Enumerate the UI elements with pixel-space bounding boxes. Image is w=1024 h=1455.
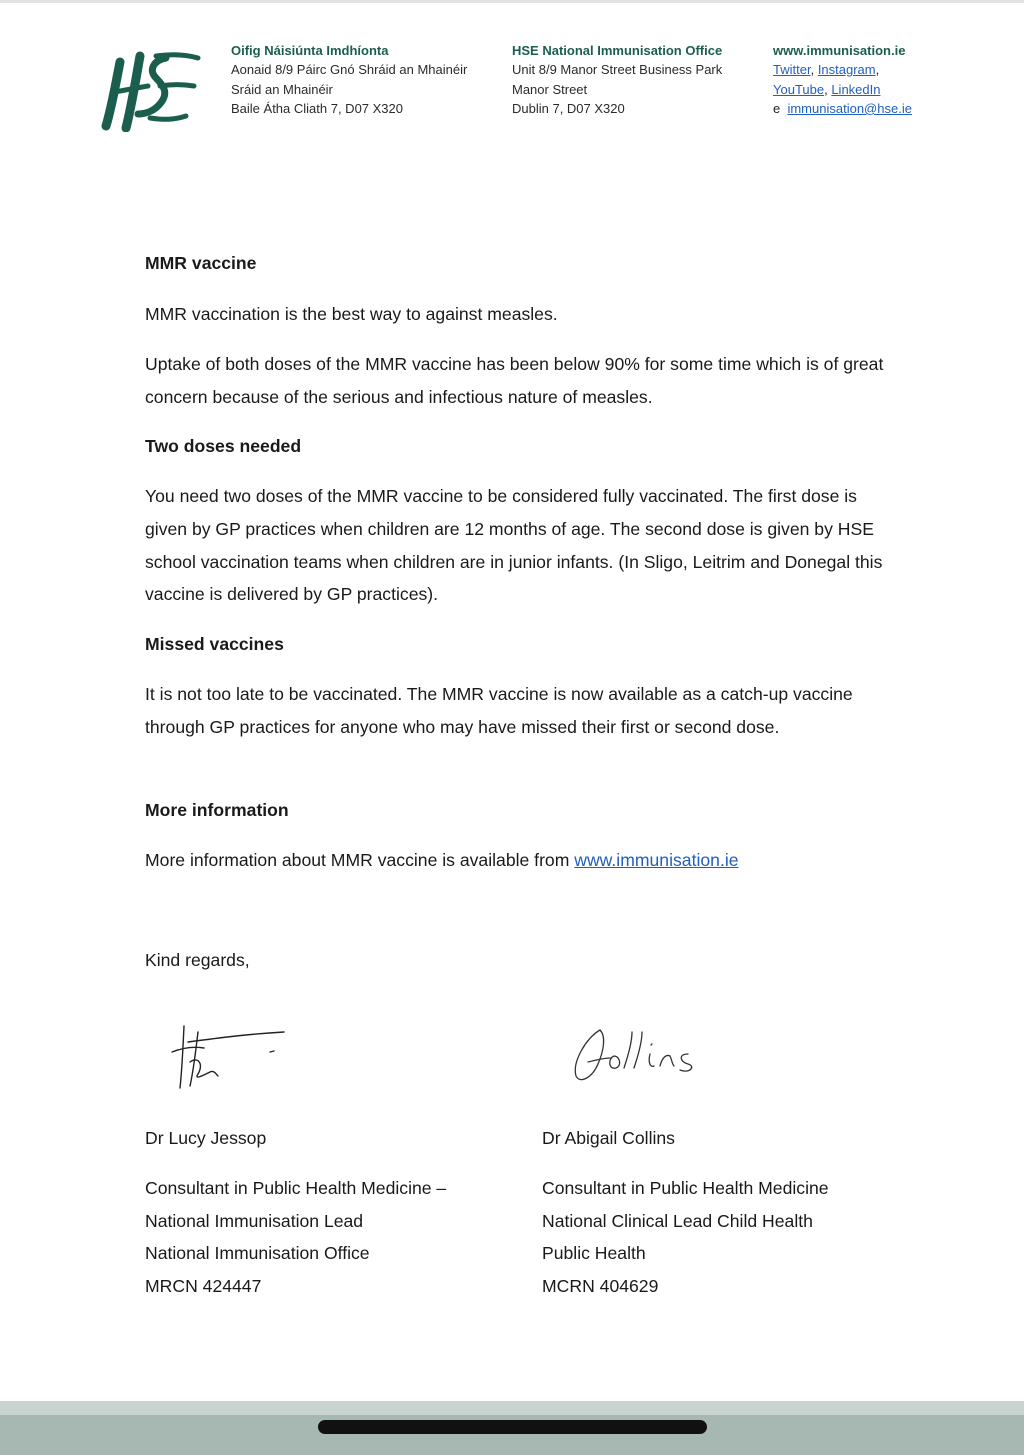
signature-lucy-jessop <box>168 1018 288 1092</box>
header-english-address <box>512 41 722 118</box>
email-prefix: e <box>773 100 781 116</box>
heading-missed-vaccines: Missed vaccines <box>145 634 284 654</box>
english-address-line: Unit 8/9 Manor Street Business Park <box>512 62 723 78</box>
signatory-title-line: National Immunisation Office <box>145 1243 370 1264</box>
paragraph: Uptake of both doses of the MMR vaccine has been below 90% for some time which is of great concern because of the serious and infectious nature of measles. <box>145 354 884 407</box>
twitter-link[interactable]: Twitter <box>773 62 811 78</box>
signatory-title-line: National Clinical Lead Child Health <box>542 1210 813 1231</box>
youtube-link[interactable]: YouTube <box>773 81 825 97</box>
signatory-title-line: National Immunisation Lead <box>145 1210 364 1231</box>
more-info-paragraph <box>145 844 887 877</box>
top-rule <box>0 0 1024 3</box>
heading-more-information: More information <box>145 800 289 820</box>
signatory-name: Dr Lucy Jessop <box>145 1128 267 1148</box>
website-title: www.immunisation.ie <box>773 43 906 58</box>
signatory-registration: MRCN 424447 <box>145 1276 262 1297</box>
irish-office-title: Oifig Náisiúnta Imdhíonta <box>231 43 389 58</box>
email-link[interactable]: immunisation@hse.ie <box>787 100 912 116</box>
signatory-name: Dr Abigail Collins <box>542 1128 675 1148</box>
immunisation-website-link[interactable]: www.immunisation.ie <box>574 850 739 870</box>
signatory-abigail-collins <box>542 1122 829 1303</box>
irish-address-line: Baile Átha Cliath 7, D07 X320 <box>231 100 403 116</box>
signature-abigail-collins <box>570 1018 720 1088</box>
english-address-line: Manor Street <box>512 81 588 97</box>
paragraph: MMR vaccination is the best way to against measles. <box>145 304 558 324</box>
home-indicator[interactable] <box>318 1420 707 1434</box>
paragraph: You need two doses of the MMR vaccine to be considered fully vaccinated. The first dose is given by GP practices when children are 12 months of age. The second dose is given by HSE school vaccination teams when children are in junior infants. (In Sligo, Leitrim and Donegal this vaccine is delivered by GP practices). <box>145 486 883 605</box>
header-irish-address <box>231 41 467 118</box>
closing-text: Kind regards, <box>145 950 250 970</box>
signatory-title-line: Consultant in Public Health Medicine <box>542 1177 829 1198</box>
paragraph: It is not too late to be vaccinated. The MMR vaccine is now available as a catch-up vaccine through GP practices for anyone who may have missed their first or second dose. <box>145 684 853 737</box>
signatory-title-line: Consultant in Public Health Medicine – <box>145 1177 447 1198</box>
more-info-text: More information about MMR vaccine is available from <box>145 850 570 870</box>
signatory-title-line: Public Health <box>542 1243 646 1264</box>
heading-mmr-vaccine: MMR vaccine <box>145 253 257 273</box>
instagram-link[interactable]: Instagram <box>817 62 876 78</box>
bottom-bar-strip <box>0 1401 1024 1415</box>
linkedin-link[interactable]: LinkedIn <box>831 81 881 97</box>
header-web-links: www.immunisation.ie Twitter, Instagram, YouTube, LinkedIn e immunisation@hse.ie <box>773 43 912 116</box>
hse-logo <box>100 48 204 132</box>
irish-address-line: Aonaid 8/9 Páirc Gnó Shráid an Mhainéir <box>231 62 468 78</box>
english-address-line: Dublin 7, D07 X320 <box>512 100 625 116</box>
irish-address-line: Sráid an Mhainéir <box>231 81 333 97</box>
english-office-title: HSE National Immunisation Office <box>512 43 723 58</box>
heading-two-doses: Two doses needed <box>145 436 302 456</box>
signatory-registration: MCRN 404629 <box>542 1276 659 1297</box>
signatory-lucy-jessop <box>145 1122 446 1303</box>
